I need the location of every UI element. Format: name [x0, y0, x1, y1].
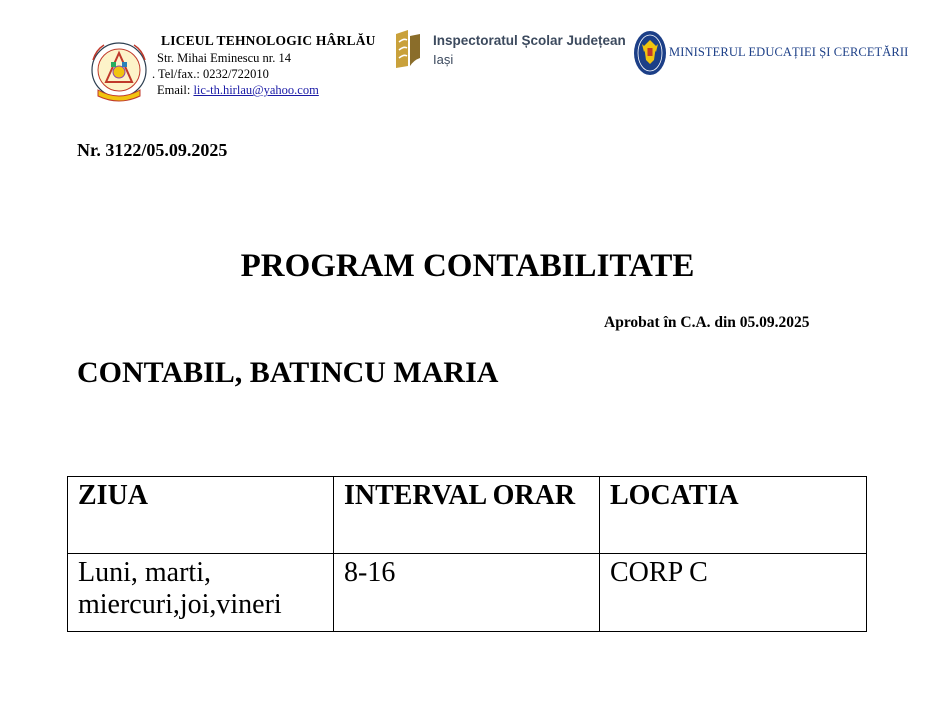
document-title: PROGRAM CONTABILITATE	[240, 248, 695, 284]
accountant-heading: CONTABIL, BATINCU MARIA	[77, 356, 499, 389]
school-phone: . Tel/fax.: 0232/722010	[152, 67, 269, 81]
school-crest-icon	[84, 36, 154, 108]
table-header-row	[68, 477, 867, 554]
school-name: LICEUL TEHNOLOGIC HÂRLĂU	[161, 33, 376, 48]
inspectorate-name: Inspectoratul Școlar Județean	[433, 33, 626, 48]
school-email-link[interactable]: lic-th.hirlau@yahoo.com	[193, 83, 319, 97]
ministry-name: MINISTERUL EDUCAȚIEI ȘI CERCETĂRII	[669, 45, 909, 59]
document-number: Nr. 3122/05.09.2025	[77, 140, 228, 160]
header-interval: INTERVAL ORAR	[334, 477, 600, 554]
header-location: LOCATIA	[600, 477, 867, 554]
ministry-logo	[633, 30, 667, 76]
cell-interval: 8-16	[334, 554, 600, 632]
header-day: ZIUA	[68, 477, 334, 554]
cell-location: CORP C	[600, 554, 867, 632]
inspectorate-logo	[392, 28, 424, 70]
table-row	[68, 554, 867, 632]
ministry-seal-icon	[633, 30, 667, 76]
inspectorate-city: Iași	[433, 52, 454, 67]
schedule-table	[67, 476, 867, 632]
school-email-line	[157, 83, 319, 98]
school-email-label: Email:	[157, 83, 191, 97]
school-logo	[84, 36, 154, 108]
school-address: Str. Mihai Eminescu nr. 14	[157, 51, 292, 65]
approval-note: Aprobat în C.A. din 05.09.2025	[604, 314, 810, 331]
cell-days: Luni, marti, miercuri,joi,vineri	[68, 554, 334, 632]
inspectorate-book-icon	[392, 28, 424, 70]
